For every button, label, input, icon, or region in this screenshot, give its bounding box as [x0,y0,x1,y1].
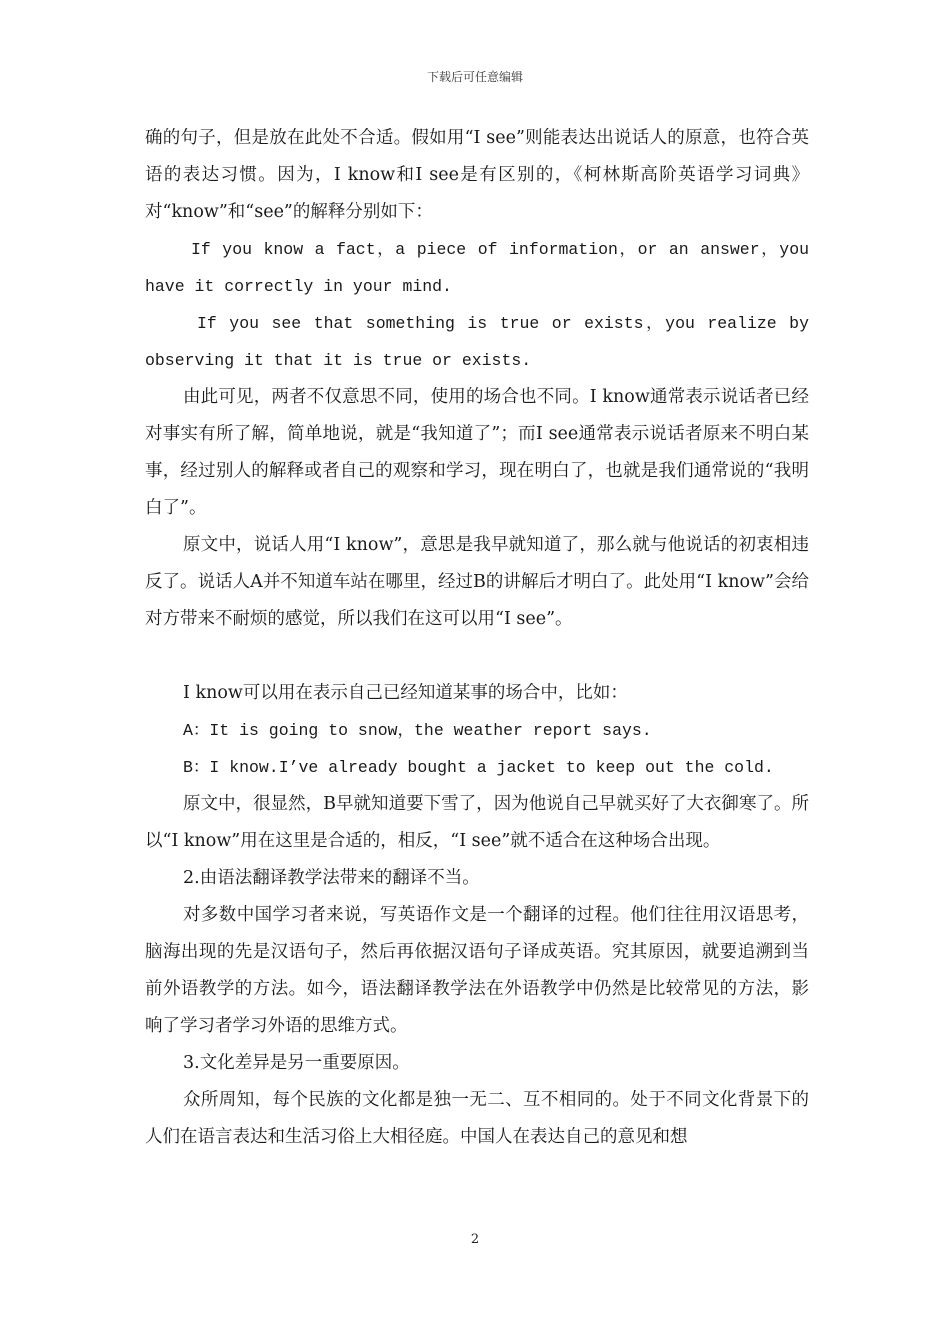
paragraph: 原文中，很显然，B早就知道要下雪了，因为他说自己早就买好了大衣御寒了。所以“I know”用在这里是合适的，相反，“I see”就不适合在这种场合出现。 [145,794,809,851]
paragraph: 确的句子，但是放在此处不合适。假如用“I see”则能表达出说话人的原意，也符合英语的表达习惯。因为，I know和I see是有区别的，《柯林斯高阶英语学习词典》对“know”和“see”的解释分别如下： [145,128,809,222]
paragraph: 众所周知，每个民族的文化都是独一无二、互不相同的。处于不同文化背景下的人们在语言表达和生活习俗上大相径庭。中国人在表达自己的意见和想 [145,1090,809,1147]
definition-know: If you know a fact，a piece of information，or an answer，you have it correctly in your mind. [145,240,809,296]
paragraph: 原文中，说话人用“I know”，意思是我早就知道了，那么就与他说话的初衷相违反了。说话人A并不知道车站在哪里，经过B的讲解后才明白了。此处用“I know”会给对方带来不耐烦的感觉，所以我们在这可以用“I see”。 [145,535,809,629]
paragraph: 对多数中国学习者来说，写英语作文是一个翻译的过程。他们往往用汉语思考，脑海出现的先是汉语句子，然后再依据汉语句子译成英语。究其原因，就要追溯到当前外语教学的方法。如今，语法翻译教学法在外语教学中仍然是比较常见的方法，影响了学习者学习外语的思维方式。 [145,905,809,1036]
example-a: A：It is going to snow，the weather report says. [183,721,652,740]
page-number: 2 [470,1232,480,1247]
example-b: B：I know.I’ve already bought a jacket to keep out the cold. [183,758,774,777]
paragraph: 由此可见，两者不仅意思不同，使用的场合也不同。I know通常表示说话者已经对事实有所了解，简单地说，就是“我知道了”；而I see通常表示说话者原来不明白某事，经过别人的解释或者自己的观察和学习，现在明白了，也就是我们通常说的“我明白了”。 [145,387,809,518]
definition-see: If you see that something is true or exists，you realize by observing it that it is true or exists. [145,314,809,370]
body-text [145,120,809,1156]
section-heading: 2.由语法翻译教学法带来的翻译不当。 [183,868,480,888]
blank-line [145,638,809,675]
section-heading: 3.文化差异是另一重要原因。 [183,1053,410,1073]
paragraph: I know可以用在表示自己已经知道某事的场合中，比如： [183,683,628,703]
page-header: 下载后可任意编辑 [426,70,523,84]
